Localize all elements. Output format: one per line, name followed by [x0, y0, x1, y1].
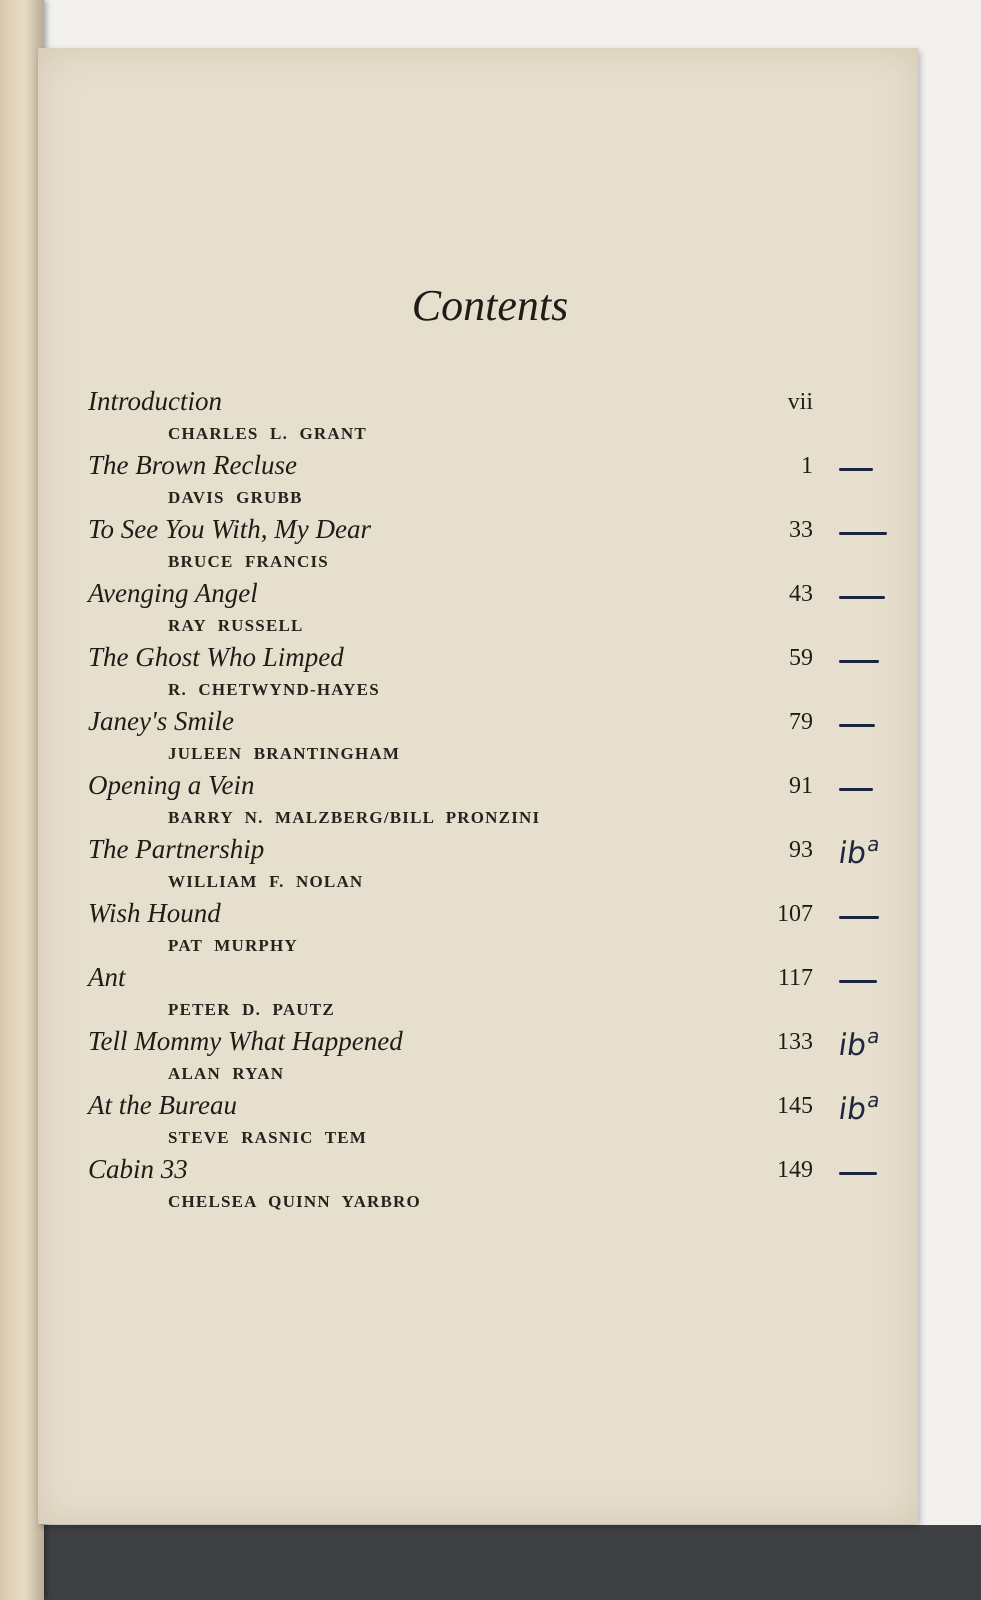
toc-entry [88, 386, 888, 450]
toc-entry [88, 578, 888, 642]
handwritten-mark [833, 1154, 923, 1194]
author-name: BRUCE FRANCIS [168, 552, 329, 571]
story-title: Avenging Angel [88, 578, 258, 608]
pen-dash-mark [839, 660, 879, 663]
page-number: 79 [789, 709, 813, 735]
story-title: Janey's Smile [88, 706, 234, 736]
story-title: Wish Hound [88, 898, 221, 928]
page-number: 1 [801, 453, 813, 479]
table-of-contents [88, 386, 888, 1218]
pen-dash-mark [839, 468, 873, 471]
handwritten-mark [833, 706, 923, 746]
pen-dash-mark [839, 1172, 877, 1175]
author-name: R. CHETWYND-HAYES [168, 680, 380, 699]
author-name: PETER D. PAUTZ [168, 1000, 335, 1019]
story-title: At the Bureau [88, 1090, 237, 1120]
pen-dash-mark [839, 532, 887, 535]
story-title: Opening a Vein [88, 770, 255, 800]
handwritten-mark [833, 642, 923, 682]
story-title: Introduction [88, 386, 222, 416]
toc-entry [88, 1154, 888, 1218]
page-number: 33 [789, 517, 813, 543]
story-title: Tell Mommy What Happened [88, 1026, 403, 1056]
author-name: DAVIS GRUBB [168, 488, 303, 507]
author-name: STEVE RASNIC TEM [168, 1128, 368, 1147]
page-number: 91 [789, 773, 813, 799]
handwritten-mark [833, 770, 923, 810]
story-title: The Partnership [88, 834, 265, 864]
pen-dash-mark [839, 788, 873, 791]
story-title: To See You With, My Dear [88, 514, 372, 544]
handwritten-note: $ib^a$ [836, 832, 882, 871]
toc-entry [88, 770, 888, 834]
author-name: ALAN RYAN [168, 1064, 285, 1083]
toc-entry [88, 642, 888, 706]
page-number: 93 [789, 837, 813, 863]
page-number: 107 [777, 901, 813, 927]
author-name: JULEEN BRANTINGHAM [168, 744, 401, 763]
author-name: PAT MURPHY [168, 936, 298, 955]
page-number: 117 [777, 965, 813, 991]
toc-entry [88, 706, 888, 770]
handwritten-mark [833, 514, 923, 554]
toc-entry [88, 962, 888, 1026]
page-number: 149 [777, 1157, 813, 1183]
toc-entry [88, 898, 888, 962]
toc-entry [88, 1090, 888, 1154]
book-page [38, 48, 918, 1524]
handwritten-mark [833, 578, 923, 618]
toc-entry [88, 1026, 888, 1090]
handwritten-mark [833, 1090, 923, 1130]
page-number: 59 [789, 645, 813, 671]
author-name: CHARLES L. GRANT [168, 424, 367, 443]
handwritten-mark [833, 834, 923, 874]
page-number: vii [787, 389, 813, 415]
page-number: 43 [789, 581, 813, 607]
toc-entry [88, 450, 888, 514]
author-name: CHELSEA QUINN YARBRO [168, 1192, 421, 1211]
author-name: WILLIAM F. NOLAN [168, 872, 364, 891]
pen-dash-mark [839, 916, 879, 919]
author-name: RAY RUSSELL [168, 616, 304, 635]
table-surface [0, 1525, 981, 1600]
toc-entry [88, 514, 888, 578]
handwritten-note: $ib^a$ [836, 1024, 882, 1063]
story-title: Cabin 33 [88, 1154, 188, 1184]
story-title: The Brown Recluse [88, 450, 297, 480]
page-number: 145 [777, 1093, 813, 1119]
pen-dash-mark [839, 980, 877, 983]
pen-dash-mark [839, 596, 885, 599]
handwritten-mark [833, 450, 923, 490]
handwritten-mark [833, 1026, 923, 1066]
author-name: BARRY N. MALZBERG/BILL PRONZINI [168, 808, 541, 827]
pen-dash-mark [839, 724, 875, 727]
page-title: Contents [411, 281, 569, 330]
handwritten-mark [833, 962, 923, 1002]
handwritten-note: $ib^a$ [836, 1088, 882, 1127]
toc-entry [88, 834, 888, 898]
page-number: 133 [777, 1029, 813, 1055]
story-title: The Ghost Who Limped [88, 642, 344, 672]
handwritten-mark [833, 898, 923, 938]
story-title: Ant [88, 962, 126, 992]
